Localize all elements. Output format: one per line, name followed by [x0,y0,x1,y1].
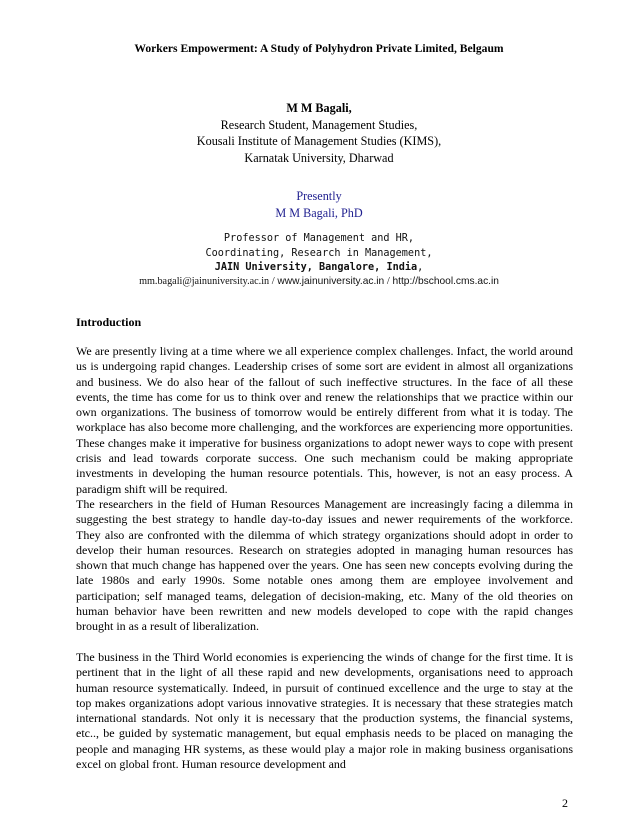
affiliation-role: Coordinating, Research in Management, [205,247,433,259]
affiliation-university-line [0,261,638,276]
author-block [0,100,638,166]
author-name: M M Bagali, [286,101,352,115]
website-link-bschool[interactable]: http://bschool.cms.ac.in [392,276,499,287]
affiliation-block [0,232,638,276]
link-separator: / [384,276,393,287]
author-role: Research Student, Management Studies, [220,117,418,132]
affiliation-position: Professor of Management and HR, [223,233,415,244]
email-link[interactable]: mm.bagali@jainuniversity.ac.in [139,276,270,287]
paragraph-3: The business in the Third World economies is experiencing the winds of change for the first time. It is pertinent that in the light of all these rapid and new developments, organisations need to approach human resource systematically. Indeed, in pursuit of continued excellence and the urge to stay at the top makes organizations adopt various innovative strategies. It is necessary that these strategies match international standards. Not only it is necessary that the production systems, the financial systems, etc.., be guided by systematic management, but equal emphasis needs to be placed on managing the people and managing HR systems, as these would play a major role in making business organisations excel on global front. Human resource development and [76,650,573,772]
website-link-jain[interactable]: www.jainuniversity.ac.in [277,276,385,287]
paragraph-2: The researchers in the field of Human Resources Management are increasingly facing a dilemma in suggesting the best strategy to handle day-to-day issues and newer requirements of the workforce. They also are confronted with the dilemma of which strategy organizations should adopt in order to develop their human resources. Research on strategies adopted in managing human resources has shown that much change has happened over the years. One has seen new concepts evolving during the late 1980s and early 1990s. Some notable ones among them are employee involvement and participation; self managed teams, delegation of decision-making, etc. Many of the old theories on human behavior have been rewritten and new models developed to cope with the rapid changes brought in as a result of liberalization. [76,497,573,634]
affiliation-university: JAIN University, Bangalore, India [214,262,418,273]
section-heading-introduction: Introduction [76,315,142,329]
author-institute: Kousali Institute of Management Studies (KIMS), [196,134,442,148]
contact-links [0,276,638,287]
page-number: 2 [562,796,568,810]
presently-label: Presently [296,189,342,203]
presently-block [0,188,638,221]
paragraph-1: We are presently living at a time where we all experience complex challenges. Infact, the world around us is undergoing rapid changes. Leadership crises of some sort are evident in almost all organizations and business. We do also hear of the fallout of such ineffective structures. In the face of all these events, the time has come for us to think over and renew the relationships that we practice within our own organizations. The business of tomorrow would be entirely different from what it is today. The workplace has also become more challenging, and the workforces are experiencing more opportunities. These changes make it imperative for business organizations to adopt newer ways to cope with present crisis and lead towards corporate success. One such mechanism could be making appropriate investments in developing the human resource potentials. This, however, is not an easy process. A paradigm shift will be required. [76,344,573,496]
author-university: Karnatak University, Dharwad [244,150,394,165]
affiliation-comma: , [417,262,424,273]
link-separator: / [269,276,278,287]
paper-title: Workers Empowerment: A Study of Polyhydron Private Limited, Belgaum [134,42,504,55]
presently-name: M M Bagali, PhD [275,205,363,220]
